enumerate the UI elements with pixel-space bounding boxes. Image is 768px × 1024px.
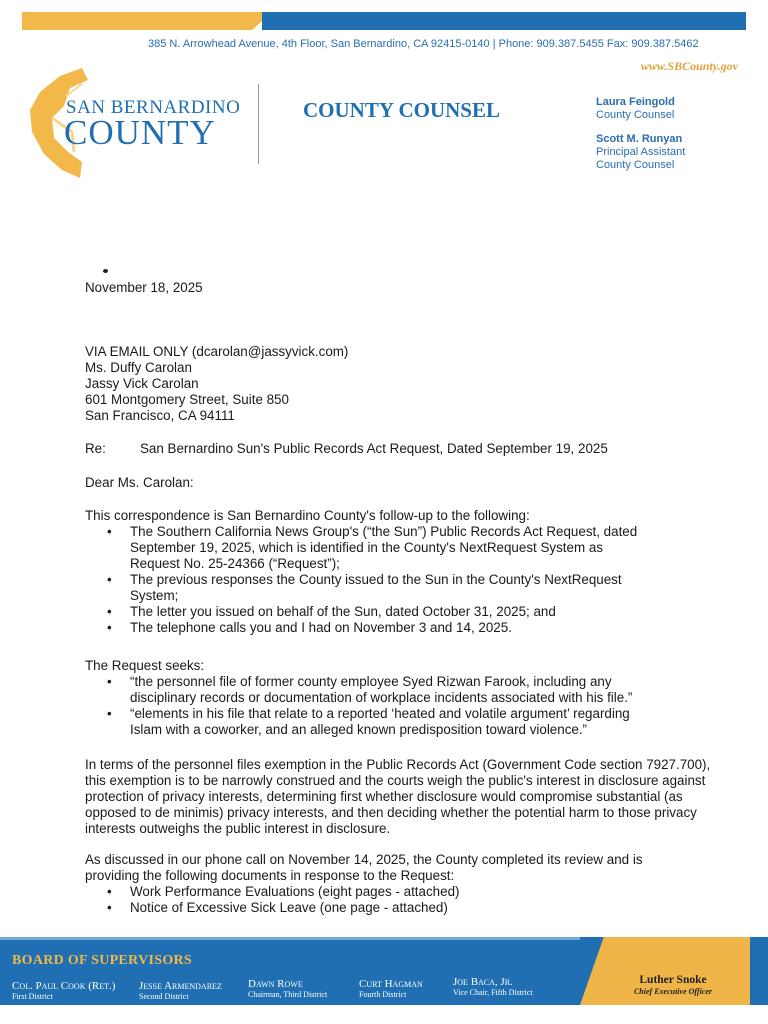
request-list xyxy=(85,674,665,738)
supervisor-name: Jesse Armendarez xyxy=(139,980,222,992)
supervisor-district: Vice Chair, Fifth District xyxy=(453,988,533,997)
recipient-line: San Francisco, CA 94111 xyxy=(85,408,235,423)
recipient-line: 601 Montgomery Street, Suite 850 xyxy=(85,392,289,407)
staff-name: Scott M. Runyan xyxy=(596,133,683,145)
header-band-blue xyxy=(262,12,746,30)
supervisor-name: Dawn Rowe xyxy=(248,978,303,990)
logo-text-line2: COUNTY xyxy=(64,113,216,152)
delivery-method: VIA EMAIL ONLY (dcarolan@jassyvick.com) xyxy=(85,344,349,359)
staff-title: Principal Assistant xyxy=(596,146,686,158)
list-item: • The previous responses the County issued to the Sun in the County's NextRequest System; xyxy=(85,572,645,604)
paragraph-text: The Request seeks: xyxy=(85,658,205,673)
supervisor-name: Curt Hagman xyxy=(359,978,423,990)
ceo-block xyxy=(618,974,728,997)
list-item: • Notice of Excessive Sick Leave (one page - attached) xyxy=(85,900,725,916)
staff-block xyxy=(596,96,685,172)
header-band-gold xyxy=(22,12,272,30)
recipient-line: Jassy Vick Carolan xyxy=(85,376,199,391)
supervisor xyxy=(248,978,327,1000)
paragraph-text: This correspondence is San Bernardino County's follow-up to the following: xyxy=(85,508,530,523)
supervisor-name: Col. Paul Cook (Ret.) xyxy=(12,980,116,992)
department-title: COUNTY COUNSEL xyxy=(303,98,500,122)
list-item: • “elements in his file that relate to a reported ‘heated and volatile argument’ regarding Islam with a coworker, and an alleged known predisposition toward violence.” xyxy=(85,706,665,738)
supervisor-district: Fourth District xyxy=(359,990,407,999)
followup-list xyxy=(85,524,645,636)
board-title: BOARD OF SUPERVISORS xyxy=(12,953,193,968)
list-item: • The telephone calls you and I had on November 3 and 14, 2025. xyxy=(85,620,645,636)
paragraph-intro xyxy=(85,508,725,636)
re-text: San Bernardino Sun's Public Records Act Request, Dated September 19, 2025 xyxy=(140,441,608,456)
letter-date: November 18, 2025 xyxy=(85,280,203,295)
supervisor-district: Chairman, Third District xyxy=(248,990,328,999)
supervisor-district: First District xyxy=(12,992,53,1001)
paragraph-request xyxy=(85,658,725,738)
supervisor xyxy=(453,976,533,998)
header-address: 385 N. Arrowhead Avenue, 4th Floor, San Bernardino, CA 92415-0140 | Phone: 909.387.5455 Fax: 909.387.5462 xyxy=(148,38,699,50)
list-item: • “the personnel file of former county employee Syed Rizwan Farook, including any disciplinary records or documentation of workplace incidents associated with his file.” xyxy=(85,674,665,706)
salutation: Dear Ms. Carolan: xyxy=(85,475,194,490)
staff-name: Laura Feingold xyxy=(596,96,675,108)
header-website: www.SBCounty.gov xyxy=(640,59,738,73)
recipient-block xyxy=(85,344,725,424)
supervisor xyxy=(359,978,423,1000)
supervisor-name: Joe Baca, Jr. xyxy=(453,976,513,988)
list-item: • The Southern California News Group's (“the Sun”) Public Records Act Request, dated September 19, 2025, which is identified in the County's NextRequest System as Request No. 25-24366 (“Request”); xyxy=(85,524,645,572)
paragraph-documents xyxy=(85,852,725,916)
paragraph-text: As discussed in our phone call on November 14, 2025, the County completed its review and is providing the following documents in response to the Request: xyxy=(85,852,643,883)
paragraph-exemption: In terms of the personnel files exemption in the Public Records Act (Government Code section 7927.700), this exemption is to be narrowly construed and the courts weigh the public's interest in disclosure against protection of privacy interests, determining first whether disclosure would compromise substantial (as opposed to de minimis) privacy interests, and then deciding whether the potential harm to those privacy interests outweighs the public interest in disclosure. xyxy=(85,757,711,836)
ceo-name: Luther Snoke xyxy=(639,974,707,986)
re-line xyxy=(85,441,725,457)
supervisor xyxy=(139,980,222,1002)
recipient-line: Ms. Duffy Carolan xyxy=(85,360,192,375)
documents-list xyxy=(85,884,725,916)
staff-title: County Counsel xyxy=(596,109,675,121)
staff-title: County Counsel xyxy=(596,159,675,171)
supervisor-district: Second District xyxy=(139,992,189,1001)
footer-accent-line xyxy=(0,937,580,940)
list-item: • The letter you issued on behalf of the Sun, dated October 31, 2025; and xyxy=(85,604,645,620)
header-divider xyxy=(258,84,259,164)
supervisor xyxy=(12,980,115,1002)
scan-mark xyxy=(103,269,108,273)
ceo-title: Chief Executive Officer xyxy=(633,987,713,996)
logo-text-line1: SAN BERNARDINO xyxy=(66,97,241,118)
re-label: Re: xyxy=(85,441,106,456)
list-item: • Work Performance Evaluations (eight pages - attached) xyxy=(85,884,725,900)
